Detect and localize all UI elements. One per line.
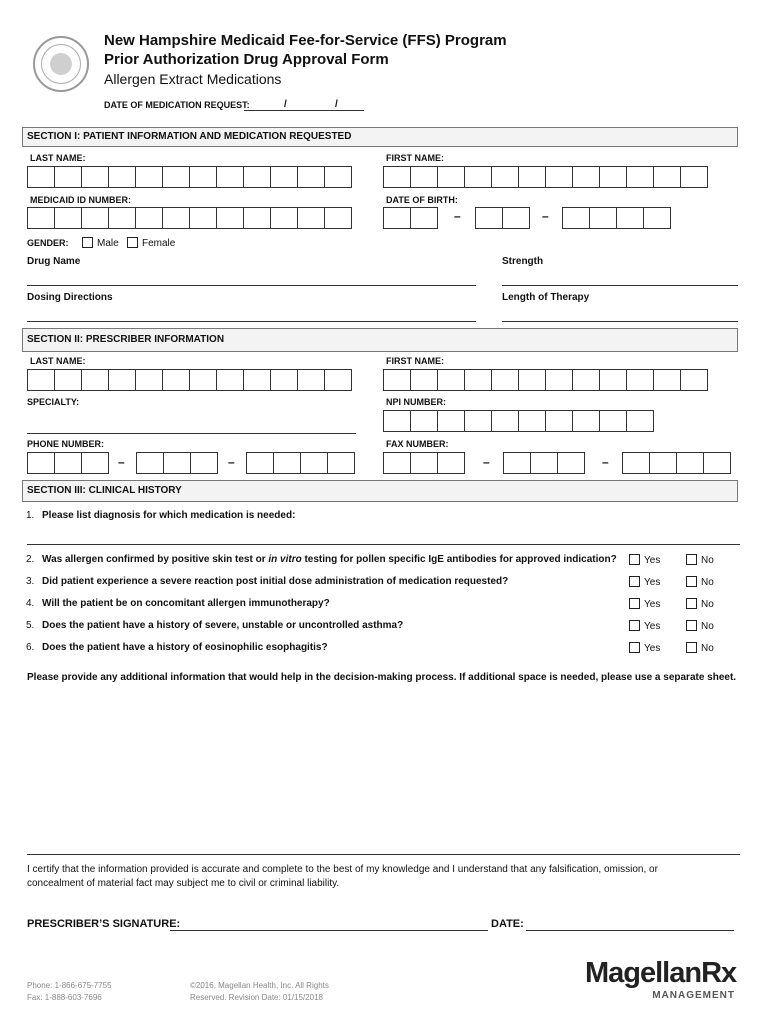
question-1-number: 1. — [26, 510, 35, 521]
yes-label: Yes — [644, 599, 661, 610]
no-checkbox[interactable] — [686, 598, 697, 609]
magellan-rx-logo — [585, 957, 745, 1005]
signature-label: PRESCRIBER’S SIGNATURE: — [27, 918, 181, 930]
no-checkbox[interactable] — [686, 554, 697, 565]
gender-female-option[interactable] — [127, 237, 175, 249]
female-label: Female — [142, 238, 176, 249]
gender-label: GENDER: — [27, 238, 69, 248]
patient-last-name-boxes[interactable] — [27, 166, 351, 188]
patient-last-name-label: LAST NAME: — [30, 153, 86, 163]
question-5-yes[interactable] — [629, 620, 660, 632]
question-3-number: 3. — [26, 576, 35, 587]
dob-dash-2: – — [542, 209, 549, 223]
date-sep-1: / — [284, 99, 287, 110]
no-label: No — [701, 577, 714, 588]
question-4 — [26, 598, 330, 609]
dob-label: DATE OF BIRTH: — [386, 195, 458, 205]
question-6 — [26, 642, 328, 653]
no-label: No — [701, 599, 714, 610]
question-5-text: Does the patient have a history of severe, unstable or uncontrolled asthma? — [42, 620, 404, 631]
prescriber-last-name-boxes[interactable] — [27, 369, 351, 391]
question-1 — [26, 510, 295, 521]
female-checkbox[interactable] — [127, 237, 138, 248]
question-2 — [26, 554, 617, 565]
dob-day-boxes[interactable] — [475, 207, 529, 229]
no-checkbox[interactable] — [686, 576, 697, 587]
additional-info-prompt: Please provide any additional information that would help in the decision-making process. If additional space is needed, please use a separate sheet. — [27, 672, 737, 683]
phone-prefix-boxes[interactable] — [136, 452, 217, 474]
certify-line-1: I certify that the information provided is accurate and complete to the best of my knowledge and I understand that any falsification, omission, or — [27, 864, 658, 875]
question-4-no[interactable] — [686, 598, 714, 610]
state-seal-logo — [33, 36, 89, 92]
male-checkbox[interactable] — [82, 237, 93, 248]
yes-checkbox[interactable] — [629, 642, 640, 653]
drug-name-label: Drug Name — [27, 256, 81, 267]
signature-date-label: DATE: — [491, 918, 524, 930]
phone-dash-2: – — [228, 455, 235, 469]
footer-fax-label: Fax — [27, 993, 41, 1002]
question-2-no[interactable] — [686, 554, 714, 566]
fax-label: FAX NUMBER: — [386, 439, 449, 449]
dob-month-boxes[interactable] — [383, 207, 437, 229]
additional-info-area[interactable] — [27, 688, 740, 848]
prescriber-first-name-label: FIRST NAME: — [386, 356, 444, 366]
dosing-directions-field[interactable] — [27, 321, 476, 322]
patient-first-name-label: FIRST NAME: — [386, 153, 444, 163]
specialty-label: SPECIALTY: — [27, 397, 80, 407]
fax-dash-1: – — [483, 455, 490, 469]
signature-date-field[interactable] — [526, 930, 734, 931]
question-4-yes[interactable] — [629, 598, 660, 610]
question-5-number: 5. — [26, 620, 35, 631]
date-sep-2: / — [335, 99, 338, 110]
no-checkbox[interactable] — [686, 620, 697, 631]
npi-label: NPI NUMBER: — [386, 397, 446, 407]
dob-dash-1: – — [454, 209, 461, 223]
yes-label: Yes — [644, 621, 661, 632]
yes-checkbox[interactable] — [629, 554, 640, 565]
fax-prefix-boxes[interactable] — [503, 452, 584, 474]
medicaid-id-boxes[interactable] — [27, 207, 351, 229]
npi-boxes[interactable] — [383, 410, 653, 432]
diagnosis-field[interactable] — [27, 544, 740, 545]
no-label: No — [701, 643, 714, 654]
fax-area-boxes[interactable] — [383, 452, 464, 474]
question-2-text-em: in vitro — [268, 554, 302, 565]
question-4-text: Will the patient be on concomitant allergen immunotherapy? — [42, 598, 330, 609]
prescriber-last-name-label: LAST NAME: — [30, 356, 86, 366]
date-request-field[interactable] — [244, 110, 364, 111]
signature-field[interactable] — [170, 930, 488, 931]
logo-management: MANAGEMENT — [652, 990, 735, 1001]
certify-line-2: concealment of material fact may subject me to civil or criminal liability. — [27, 878, 340, 889]
prescriber-first-name-boxes[interactable] — [383, 369, 707, 391]
dob-year-boxes[interactable] — [562, 207, 670, 229]
phone-dash-1: – — [118, 455, 125, 469]
footer-contact — [27, 980, 112, 1004]
phone-area-boxes[interactable] — [27, 452, 108, 474]
section-1-header: SECTION I: PATIENT INFORMATION AND MEDICATION REQUESTED — [22, 127, 738, 147]
fax-dash-2: – — [602, 455, 609, 469]
question-3-text: Did patient experience a severe reaction post initial dose administration of medication requested? — [42, 576, 509, 587]
footer-phone: : 1-866-675-7755 — [50, 981, 112, 990]
form-title-line1: New Hampshire Medicaid Fee-for-Service (FFS) Program — [104, 32, 507, 49]
question-6-number: 6. — [26, 642, 35, 653]
question-2-number: 2. — [26, 554, 35, 565]
footer-copyright-line1: ©2016, Magellan Health, Inc. All Rights — [190, 981, 329, 990]
question-5 — [26, 620, 403, 631]
logo-rx: Rx — [701, 957, 737, 989]
date-request-label: DATE OF MEDICATION REQUEST: — [104, 100, 250, 110]
medicaid-id-label: MEDICAID ID NUMBER: — [30, 195, 131, 205]
question-1-text: Please list diagnosis for which medication is needed: — [42, 510, 296, 521]
strength-field[interactable] — [502, 285, 738, 286]
question-5-no[interactable] — [686, 620, 714, 632]
phone-label: PHONE NUMBER: — [27, 439, 105, 449]
length-of-therapy-field[interactable] — [502, 321, 738, 322]
footer-copyright — [190, 980, 329, 1004]
question-3-yes[interactable] — [629, 576, 660, 588]
question-2-yes[interactable] — [629, 554, 660, 566]
question-3-no[interactable] — [686, 576, 714, 588]
specialty-field[interactable] — [27, 433, 356, 434]
footer-fax: : 1-888-603-7696 — [40, 993, 102, 1002]
form-title-line2: Prior Authorization Drug Approval Form — [104, 51, 389, 68]
strength-label: Strength — [502, 256, 544, 267]
fax-line-boxes[interactable] — [622, 452, 730, 474]
question-2-text-b: testing for pollen specific IgE antibodies for approved indication? — [301, 554, 617, 565]
length-of-therapy-label: Length of Therapy — [502, 292, 590, 303]
yes-checkbox[interactable] — [629, 576, 640, 587]
yes-checkbox[interactable] — [629, 598, 640, 609]
question-6-no[interactable] — [686, 642, 714, 654]
question-6-yes[interactable] — [629, 642, 660, 654]
no-label: No — [701, 621, 714, 632]
footer-revision: Reserved. Revision Date: 01/15/2018 — [190, 993, 323, 1002]
dosing-directions-label: Dosing Directions — [27, 292, 113, 303]
question-4-number: 4. — [26, 598, 35, 609]
section-3-header: SECTION III: CLINICAL HISTORY — [22, 480, 738, 502]
male-label: Male — [97, 238, 119, 249]
yes-label: Yes — [644, 555, 661, 566]
drug-name-field[interactable] — [27, 285, 476, 286]
gender-male-option[interactable] — [82, 237, 119, 249]
certify-divider — [27, 854, 740, 855]
footer-phone-label: Phone — [27, 981, 51, 990]
no-label: No — [701, 555, 714, 566]
logo-word: Magellan — [585, 957, 702, 989]
yes-checkbox[interactable] — [629, 620, 640, 631]
form-subtitle: Allergen Extract Medications — [104, 71, 282, 87]
yes-label: Yes — [644, 577, 661, 588]
question-6-text: Does the patient have a history of eosinophilic esophagitis? — [42, 642, 328, 653]
question-3 — [26, 576, 508, 587]
phone-line-boxes[interactable] — [246, 452, 354, 474]
section-2-header: SECTION II: PRESCRIBER INFORMATION — [22, 328, 738, 352]
question-2-text-a: Was allergen confirmed by positive skin test or — [42, 554, 269, 565]
patient-first-name-boxes[interactable] — [383, 166, 707, 188]
no-checkbox[interactable] — [686, 642, 697, 653]
yes-label: Yes — [644, 643, 661, 654]
